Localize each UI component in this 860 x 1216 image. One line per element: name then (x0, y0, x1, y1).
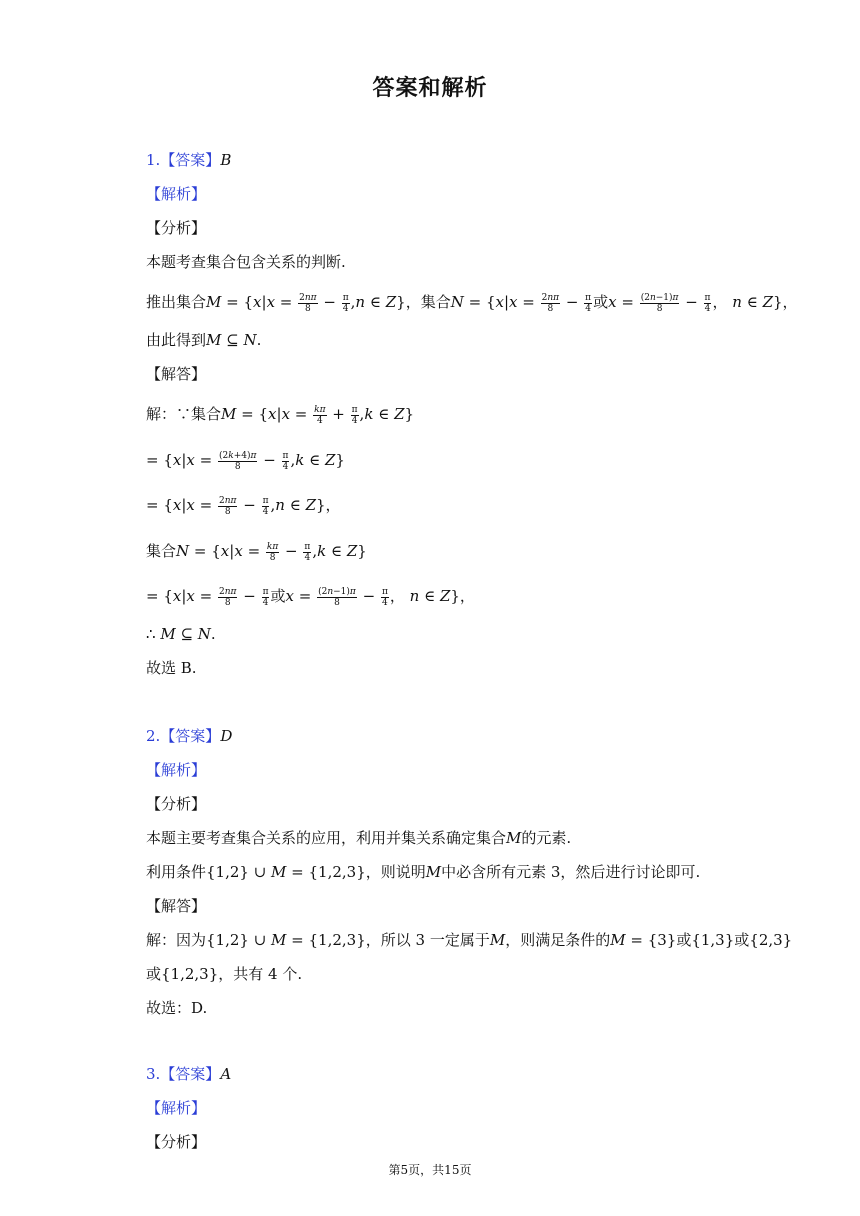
text: 利用条件{1,2} ∪ (146, 863, 272, 881)
text: 本题主要考查集合关系的应用，利用并集关系确定集合 (146, 829, 507, 847)
q1-number: 1.【答案】 (146, 151, 221, 169)
q1-solution-3: = {x|x = $\frac{2n\pi}{8}$ − $\frac{\pi}{4}$ ,n ∈ Z}， (146, 495, 341, 517)
q3-fenxi-label: 【分析】 (146, 1133, 207, 1151)
q2-jieda-label: 【解答】 (146, 897, 207, 915)
page-footer: 第5页，共15页 (388, 1163, 472, 1177)
text: 解：∵集合 (146, 405, 222, 423)
q3-answer-line (146, 1062, 746, 1086)
q3-answer: A (220, 1065, 232, 1083)
q3-number: 3.【答案】 (146, 1065, 221, 1083)
text: 中必含所有元素 3，然后进行讨论即可. (441, 863, 701, 881)
text: = {1,2,3}，所以 3 一定属于 (286, 931, 490, 949)
q2-analysis: 本题主要考查集合关系的应用，利用并集关系确定集合M的元素. (146, 829, 572, 847)
q2-number: 2.【答案】 (146, 727, 221, 745)
text: 的元素. (521, 829, 572, 847)
q1-solution-4: 集合N = {x|x = $\frac{k\pi}{8}$ − $\frac{\pi}{4}$ ,k ∈ Z} (146, 541, 367, 563)
q1-solution-6: ∴ M ⊆ N. (146, 625, 216, 643)
text: ， (782, 293, 798, 311)
q1-solution-2: = {x|x = $\frac{(2k+4)\pi}{8}$ − $\frac{\pi}{4}$ ,k ∈ Z} (146, 450, 345, 472)
q1-fenxi-label: 【分析】 (146, 219, 207, 237)
q1-derive-line: 推出集合M = {x|x = $\frac{2n\pi}{8}$ − $\frac{\pi}{4}$ ,n ∈ Z}，集合N = {x|x = $\frac{2n\pi}{8}$ − $\frac{\pi}{4}$ 或x = $\frac{(2n-1)\pi}{8}$ − $\frac{\pi}{4}$ ， n ∈ Z}， (146, 292, 798, 314)
q2-solution-1: 解：因为{1,2} ∪ M = {1,2,3}，所以 3 一定属于M，则满足条件的M = {3}或{1,3}或{2,3} (146, 931, 793, 949)
q1-answer-line (146, 148, 746, 172)
text: = {1,2,3}，则说明 (286, 863, 426, 881)
text: 集合 (146, 542, 177, 560)
q2-answer-line (146, 724, 746, 748)
q1-solution-5: = {x|x = $\frac{2n\pi}{8}$ − $\frac{\pi}{4}$ 或x = $\frac{(2n-1)\pi}{8}$ − $\frac{\pi}{4}$ ， n ∈ Z}， (146, 586, 475, 608)
text: ，集合 (405, 293, 451, 311)
text: ，则满足条件的 (505, 931, 611, 949)
text: = {3}或{1,3}或{2,3} (625, 931, 793, 949)
q1-jiexi-label: 【解析】 (146, 185, 207, 203)
q2-method: 利用条件{1,2} ∪ M = {1,2,3}，则说明M中必含所有元素 3，然后进行讨论即可. (146, 863, 701, 881)
text: 解：因为{1,2} ∪ (146, 931, 272, 949)
q2-conclude: 故选：D. (146, 999, 208, 1017)
q1-conclusion-line: 由此得到M ⊆ N. (146, 331, 262, 349)
q1-jieda-label: 【解答】 (146, 365, 207, 383)
q1-conclude: 故选 B. (146, 659, 197, 677)
q2-answer: D (220, 727, 233, 745)
page-title: 答案和解析 (372, 76, 488, 101)
q2-solution-2: 或{1,2,3}，共有 4 个. (146, 965, 303, 983)
text: 由此得到 (146, 331, 207, 349)
q1-answer: B (220, 151, 232, 169)
text: 推出集合 (146, 293, 207, 311)
q3-jiexi-label: 【解析】 (146, 1099, 207, 1117)
q1-solution-1: 解：∵集合M = {x|x = $\frac{k\pi}{4}$ + $\frac{\pi}{4}$ ,k ∈ Z} (146, 404, 415, 426)
text: . (256, 331, 262, 349)
q2-fenxi-label: 【分析】 (146, 795, 207, 813)
q2-jiexi-label: 【解析】 (146, 761, 207, 779)
q1-analysis: 本题考查集合包含关系的判断. (146, 253, 346, 271)
